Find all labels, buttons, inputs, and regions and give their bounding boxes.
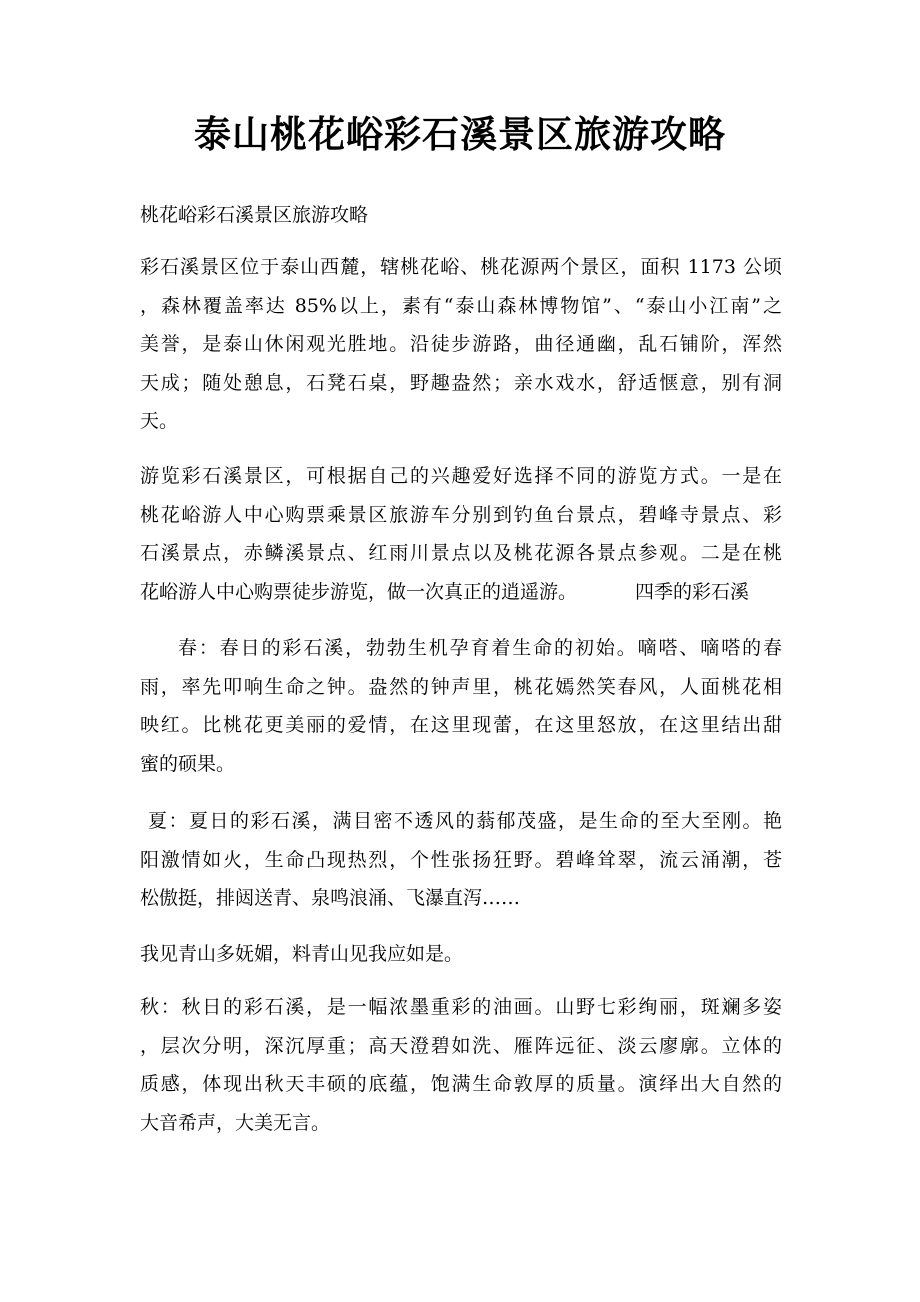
text-line: 天成；随处憩息，石凳石桌，野趣盎然；亲水戏水，舒适惬意，别有洞 [140,371,782,394]
text-line: 大音希声，大美无言。 [140,1111,331,1134]
summer-paragraph [140,802,782,918]
quote-paragraph [140,935,782,974]
tour-last-text: 花峪游人中心购票徒步游览，做一次真正的逍遥游。 [140,580,578,603]
text-line: 石溪景点，赤鳞溪景点、红雨川景点以及桃花源各景点参观。二是在桃 [140,542,782,564]
text-line: 秋：秋日的彩石溪，是一幅浓墨重彩的油画。山野七彩绚丽，斑斓多姿 [140,996,782,1018]
text-line: 天。 [140,410,179,432]
text-line [140,573,782,612]
text-line: 蜜的硕果。 [140,752,236,775]
text-line: 雨，率先叩响生命之钟。盎然的钟声里，桃花嫣然笑春风，人面桃花相 [140,675,782,698]
text-line: 游览彩石溪景区，可根据自己的兴趣爱好选择不同的游览方式。一是在 [140,465,782,487]
text-line: 阳激情如火，生命凸现热烈，个性张扬狂野。碧峰耸翠，流云涌潮，苍 [140,848,782,871]
text-line: 夏：夏日的彩石溪，满目密不透风的蓊郁茂盛，是生命的至大至刚。艳 [148,810,782,832]
text-line: 松傲挺，排闼送青、泉鸣浪涌、飞瀑直泻…… [140,887,521,909]
spring-paragraph [140,629,782,783]
text-line: 质感，体现出秋天丰硕的底蕴，饱满生命敦厚的质量。演绎出大自然的 [140,1073,782,1095]
text-line: 桃花峪游人中心购票乘景区旅游车分别到钓鱼台景点，碧峰寺景点、彩 [140,503,782,526]
text-line: ，森林覆盖率达 85%以上，素有“泰山森林博物馆”、“泰山小江南”之 [140,294,782,317]
text-line: ，层次分明，深沉厚重；高天澄碧如洗、雁阵远征、淡云廖廓。立体的 [140,1034,782,1057]
document-title: 泰山桃花峪彩石溪景区旅游攻略 [194,112,726,156]
quote-line: 我见青山多妩媚，料青山见我应如是。 [140,943,464,965]
subtitle: 桃花峪彩石溪景区旅游攻略 [140,204,369,226]
seasons-heading: 四季的彩石溪 [635,580,750,603]
text-line: 春：春日的彩石溪，勃勃生机孕育着生命的初始。嘀嗒、嘀嗒的春 [178,637,782,659]
text-line: 映红。比桃花更美丽的爱情，在这里现蕾，在这里怒放，在这里结出甜 [140,714,782,736]
text-line: 彩石溪景区位于泰山西麓，辖桃花峪、桃花源两个景区，面积 1173 公顷 [140,256,782,278]
text-line: 美誉，是泰山休闲观光胜地。沿徒步游路，曲径通幽，乱石铺阶，浑然 [140,333,782,355]
tour-paragraph [140,457,782,611]
intro-paragraph [140,248,782,441]
subtitle-paragraph [140,196,782,235]
autumn-paragraph [140,988,782,1142]
